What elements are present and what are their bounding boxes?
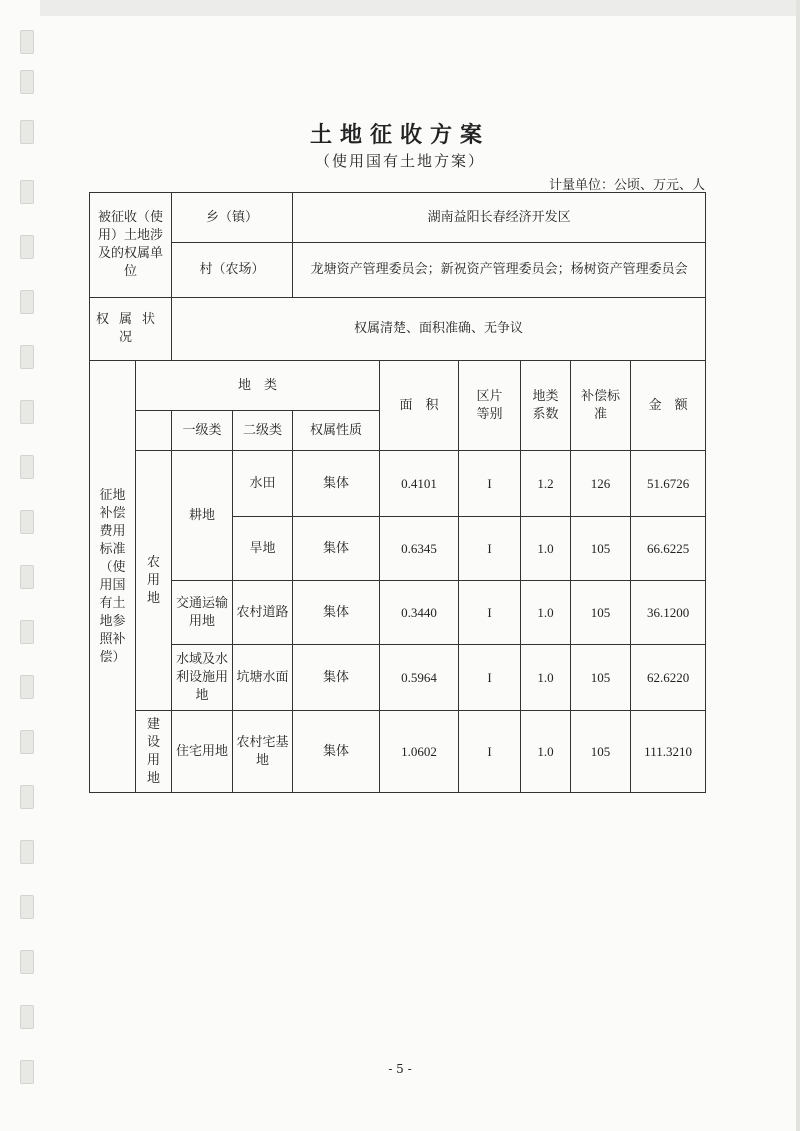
binding-hole-icon — [20, 510, 34, 534]
table-row — [90, 711, 706, 793]
coefficient-header: 地类系数 — [521, 361, 571, 451]
measurement-unit: 计量单位：公顷、万元、人 — [548, 178, 705, 193]
village-value: 龙塘资产管理委员会；新祝资产管理委员会；杨树资产管理委员会 — [293, 243, 706, 298]
level1-header: 一级类 — [172, 411, 233, 451]
level2-cell: 水田 — [233, 451, 293, 517]
binding-hole-icon — [20, 180, 34, 204]
standard-cell: 105 — [571, 581, 631, 645]
area-cell: 0.3440 — [380, 581, 459, 645]
binding-hole-icon — [20, 950, 34, 974]
binding-hole-icon — [20, 30, 34, 54]
standard-header: 补偿标准 — [571, 361, 631, 451]
grade-cell: I — [459, 451, 521, 517]
grade-cell: I — [459, 517, 521, 581]
ownership-status-label: 权属状况 — [90, 298, 172, 361]
amount-cell: 51.6726 — [631, 451, 706, 517]
area-cell: 1.0602 — [380, 711, 459, 793]
binding-hole-icon — [20, 290, 34, 314]
standard-cell: 126 — [571, 451, 631, 517]
document-subtitle: （使用国有土地方案） — [314, 152, 485, 170]
binding-hole-icon — [20, 730, 34, 754]
level2-cell: 农村道路 — [233, 581, 293, 645]
level2-header: 二级类 — [233, 411, 293, 451]
amount-cell: 62.6220 — [631, 645, 706, 711]
scan-top-edge — [40, 0, 800, 16]
land-acquisition-table — [89, 192, 706, 793]
binding-hole-icon — [20, 455, 34, 479]
area-cell: 0.5964 — [380, 645, 459, 711]
grade-cell: I — [459, 711, 521, 793]
level2-cell: 旱地 — [233, 517, 293, 581]
table-row — [90, 451, 706, 517]
nature-cell: 集体 — [293, 711, 380, 793]
nature-cell: 集体 — [293, 517, 380, 581]
standard-cell: 105 — [571, 645, 631, 711]
ownership-status-value: 权属清楚、面积准确、无争议 — [172, 298, 706, 361]
level1-cell: 耕地 — [172, 451, 233, 581]
page-number: - 5 - — [388, 1062, 412, 1076]
binding-hole-icon — [20, 785, 34, 809]
binding-hole-icon — [20, 895, 34, 919]
binding-hole-icon — [20, 70, 34, 94]
grade-cell: I — [459, 581, 521, 645]
grade-cell: I — [459, 645, 521, 711]
nature-cell: 集体 — [293, 645, 380, 711]
nature-cell: 集体 — [293, 451, 380, 517]
amount-cell: 111.3210 — [631, 711, 706, 793]
amount-cell: 66.6225 — [631, 517, 706, 581]
level2-cell: 农村宅基地 — [233, 711, 293, 793]
area-cell: 0.6345 — [380, 517, 459, 581]
township-label: 乡（镇） — [172, 193, 293, 243]
zone-grade-header: 区片等别 — [459, 361, 521, 451]
ownership-units-label: 被征收（使用）土地涉及的权属单位 — [90, 193, 172, 298]
township-value: 湖南益阳长春经济开发区 — [293, 193, 706, 243]
compensation-section-label: 征地补偿费用标准（使用国有土地参照补偿） — [90, 361, 136, 793]
land-type-header: 地 类 — [136, 361, 380, 411]
agricultural-group-label: 农用地 — [136, 451, 172, 711]
document-title: 土地征收方案 — [309, 122, 490, 148]
level1-cell: 水域及水利设施用地 — [172, 645, 233, 711]
coefficient-cell: 1.0 — [521, 645, 571, 711]
binding-hole-icon — [20, 620, 34, 644]
binding-hole-icon — [20, 235, 34, 259]
binding-hole-icon — [20, 400, 34, 424]
coefficient-cell: 1.2 — [521, 451, 571, 517]
standard-cell: 105 — [571, 517, 631, 581]
village-label: 村（农场） — [172, 243, 293, 298]
binding-hole-icon — [20, 840, 34, 864]
level1-cell: 住宅用地 — [172, 711, 233, 793]
binding-hole-icon — [20, 345, 34, 369]
nature-cell: 集体 — [293, 581, 380, 645]
table-row — [90, 645, 706, 711]
coefficient-cell: 1.0 — [521, 711, 571, 793]
coefficient-cell: 1.0 — [521, 581, 571, 645]
amount-cell: 36.1200 — [631, 581, 706, 645]
construction-group-label: 建设用地 — [136, 711, 172, 793]
binding-hole-icon — [20, 565, 34, 589]
level2-cell: 坑塘水面 — [233, 645, 293, 711]
coefficient-cell: 1.0 — [521, 517, 571, 581]
binding-hole-icon — [20, 1005, 34, 1029]
blank-header-cell — [136, 411, 172, 451]
ownership-nature-header: 权属性质 — [293, 411, 380, 451]
area-cell: 0.4101 — [380, 451, 459, 517]
standard-cell: 105 — [571, 711, 631, 793]
binding-hole-icon — [20, 675, 34, 699]
amount-header: 金 额 — [631, 361, 706, 451]
table-row — [90, 581, 706, 645]
level1-cell: 交通运输用地 — [172, 581, 233, 645]
area-header: 面 积 — [380, 361, 459, 451]
